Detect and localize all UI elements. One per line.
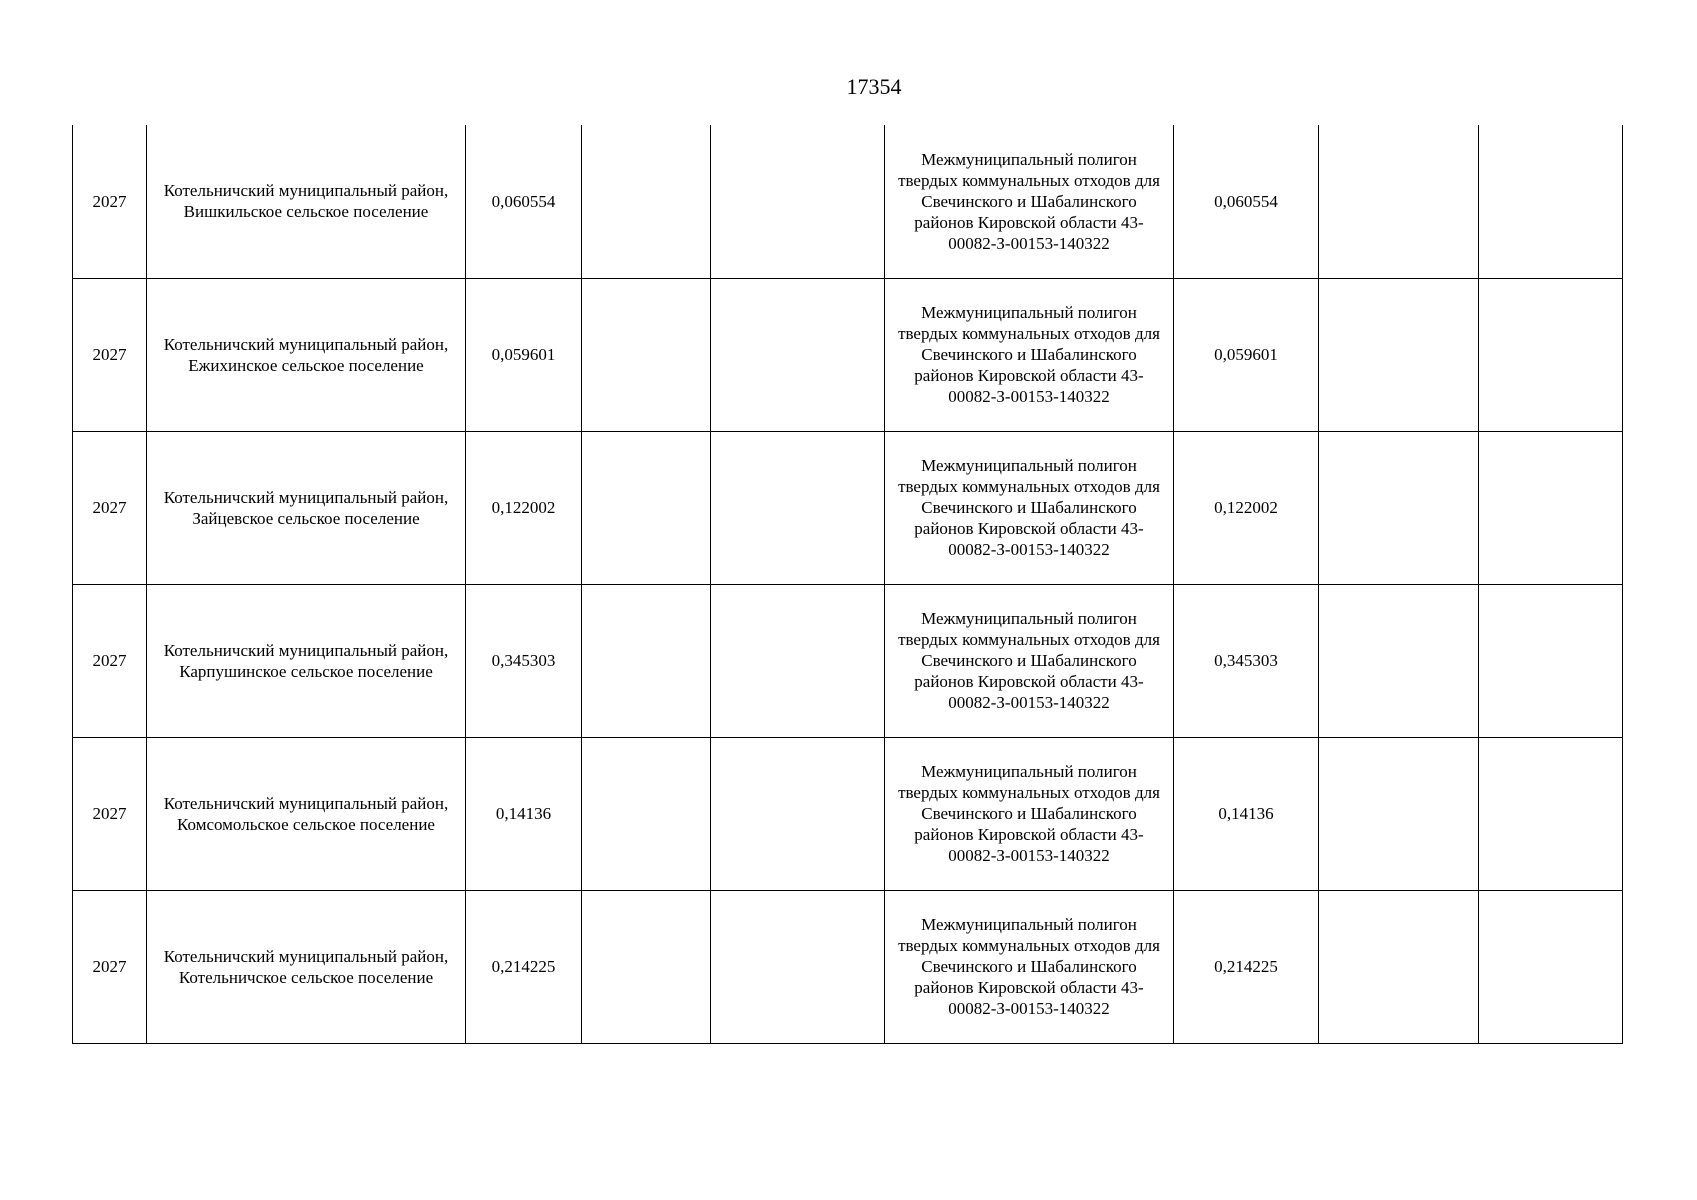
table-row (73, 584, 1623, 737)
facility-volume-cell: 0,214225 (1174, 890, 1319, 1043)
facility-cell: Межмуниципальный полигон твердых коммунальных отходов для Свечинского и Шабалинского районов Кировской области 43-00082-З-00153-140322 (885, 125, 1174, 278)
territory-cell: Котельничский муниципальный район, Карпушинское сельское поселение (147, 584, 466, 737)
empty-cell (582, 737, 711, 890)
empty-cell (1479, 431, 1623, 584)
empty-cell (711, 890, 885, 1043)
year-cell: 2027 (73, 125, 147, 278)
table-row (73, 431, 1623, 584)
empty-cell (711, 737, 885, 890)
empty-cell (1479, 125, 1623, 278)
facility-cell: Межмуниципальный полигон твердых коммунальных отходов для Свечинского и Шабалинского районов Кировской области 43-00082-З-00153-140322 (885, 737, 1174, 890)
year-cell: 2027 (73, 278, 147, 431)
facility-cell: Межмуниципальный полигон твердых коммунальных отходов для Свечинского и Шабалинского районов Кировской области 43-00082-З-00153-140322 (885, 431, 1174, 584)
empty-cell (711, 584, 885, 737)
year-cell: 2027 (73, 431, 147, 584)
facility-volume-cell: 0,122002 (1174, 431, 1319, 584)
empty-cell (582, 584, 711, 737)
territory-cell: Котельничский муниципальный район, Комсомольское сельское поселение (147, 737, 466, 890)
empty-cell (1319, 278, 1479, 431)
volume-cell: 0,214225 (466, 890, 582, 1043)
volume-cell: 0,14136 (466, 737, 582, 890)
territory-cell: Котельничский муниципальный район, Котельничское сельское поселение (147, 890, 466, 1043)
territory-cell: Котельничский муниципальный район, Вишкильское сельское поселение (147, 125, 466, 278)
facility-volume-cell: 0,14136 (1174, 737, 1319, 890)
empty-cell (1319, 125, 1479, 278)
empty-cell (1479, 890, 1623, 1043)
volume-cell: 0,060554 (466, 125, 582, 278)
table-body (73, 125, 1623, 1043)
table-row (73, 125, 1623, 278)
empty-cell (582, 431, 711, 584)
empty-cell (1479, 278, 1623, 431)
empty-cell (582, 125, 711, 278)
facility-volume-cell: 0,060554 (1174, 125, 1319, 278)
volume-cell: 0,059601 (466, 278, 582, 431)
territory-cell: Котельничский муниципальный район, Ежихинское сельское поселение (147, 278, 466, 431)
empty-cell (711, 125, 885, 278)
empty-cell (1319, 584, 1479, 737)
facility-cell: Межмуниципальный полигон твердых коммунальных отходов для Свечинского и Шабалинского районов Кировской области 43-00082-З-00153-140322 (885, 584, 1174, 737)
empty-cell (711, 278, 885, 431)
table-row (73, 890, 1623, 1043)
year-cell: 2027 (73, 890, 147, 1043)
waste-flow-table (72, 125, 1623, 1044)
table-row (73, 737, 1623, 890)
empty-cell (1319, 431, 1479, 584)
facility-cell: Межмуниципальный полигон твердых коммунальных отходов для Свечинского и Шабалинского районов Кировской области 43-00082-З-00153-140322 (885, 890, 1174, 1043)
facility-volume-cell: 0,059601 (1174, 278, 1319, 431)
empty-cell (582, 278, 711, 431)
facility-volume-cell: 0,345303 (1174, 584, 1319, 737)
empty-cell (582, 890, 711, 1043)
territory-cell: Котельничский муниципальный район, Зайцевское сельское поселение (147, 431, 466, 584)
year-cell: 2027 (73, 737, 147, 890)
facility-cell: Межмуниципальный полигон твердых коммунальных отходов для Свечинского и Шабалинского районов Кировской области 43-00082-З-00153-140322 (885, 278, 1174, 431)
empty-cell (1479, 737, 1623, 890)
empty-cell (711, 431, 885, 584)
empty-cell (1319, 737, 1479, 890)
empty-cell (1319, 890, 1479, 1043)
volume-cell: 0,345303 (466, 584, 582, 737)
volume-cell: 0,122002 (466, 431, 582, 584)
table-row (73, 278, 1623, 431)
year-cell: 2027 (73, 584, 147, 737)
page-number: 17354 (846, 74, 902, 99)
empty-cell (1479, 584, 1623, 737)
